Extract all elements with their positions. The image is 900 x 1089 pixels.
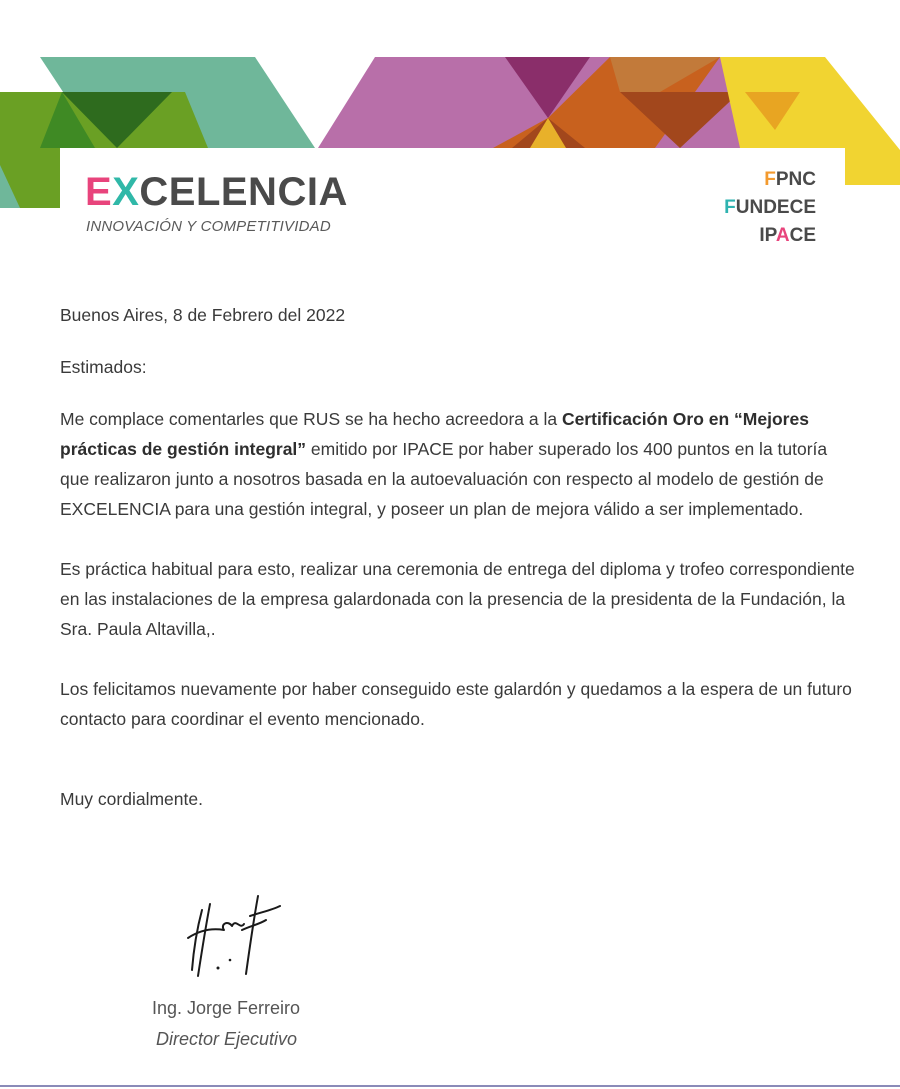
letter-greeting: Estimados:	[60, 357, 147, 377]
brand-subtitle: INNOVACIÓN Y COMPETITIVIDAD	[86, 218, 331, 235]
partner-fundece: FUNDECE	[724, 197, 816, 218]
brand-letter-e: E	[85, 170, 113, 214]
brand-title-rest: CELENCIA	[139, 170, 348, 214]
signer-role: Director Ejecutivo	[156, 1029, 298, 1049]
letter-closing: Muy cordialmente.	[60, 789, 203, 809]
letter-body	[60, 300, 860, 814]
letter-paragraph-1: Me complace comentarles que RUS se ha hecho acreedora a la Certificación Oro en “Mejores prácticas de gestión integral” emitido por IPACE por haber superado los 400 puntos en la tutoría que realizaron junto a nosotros basada en la autoevaluación con respecto al modelo de gestión de EXCELENCIA para una gestión integral, y poseer un plan de mejora válido a ser implementado.	[60, 409, 828, 519]
partner-logos	[724, 166, 816, 250]
partner-ipace: IPACE	[759, 225, 816, 246]
letter-paragraph-2: Es práctica habitual para esto, realizar una ceremonia de entrega del diploma y trofeo correspondiente en las instalaciones de la empresa galardonada con la presencia de la presidenta de la Fundación, la Sra. Paula Altavilla,.	[60, 559, 855, 639]
handwritten-signature	[180, 890, 290, 985]
letter-date: Buenos Aires, 8 de Febrero del 2022	[60, 305, 346, 325]
letter-paragraph-3: Los felicitamos nuevamente por haber conseguido este galardón y quedamos a la espera de un futuro contacto para coordinar el evento mencionado.	[60, 679, 852, 729]
signer-name: Ing. Jorge Ferreiro	[152, 998, 301, 1018]
brand-letter-x: X	[112, 170, 140, 214]
bottom-divider	[0, 1085, 900, 1087]
partner-fpnc: FPNC	[764, 169, 816, 190]
brand-logo-title	[85, 170, 348, 214]
certification-title: Certificación Oro en “Mejores prácticas de gestión integral”	[60, 409, 809, 459]
